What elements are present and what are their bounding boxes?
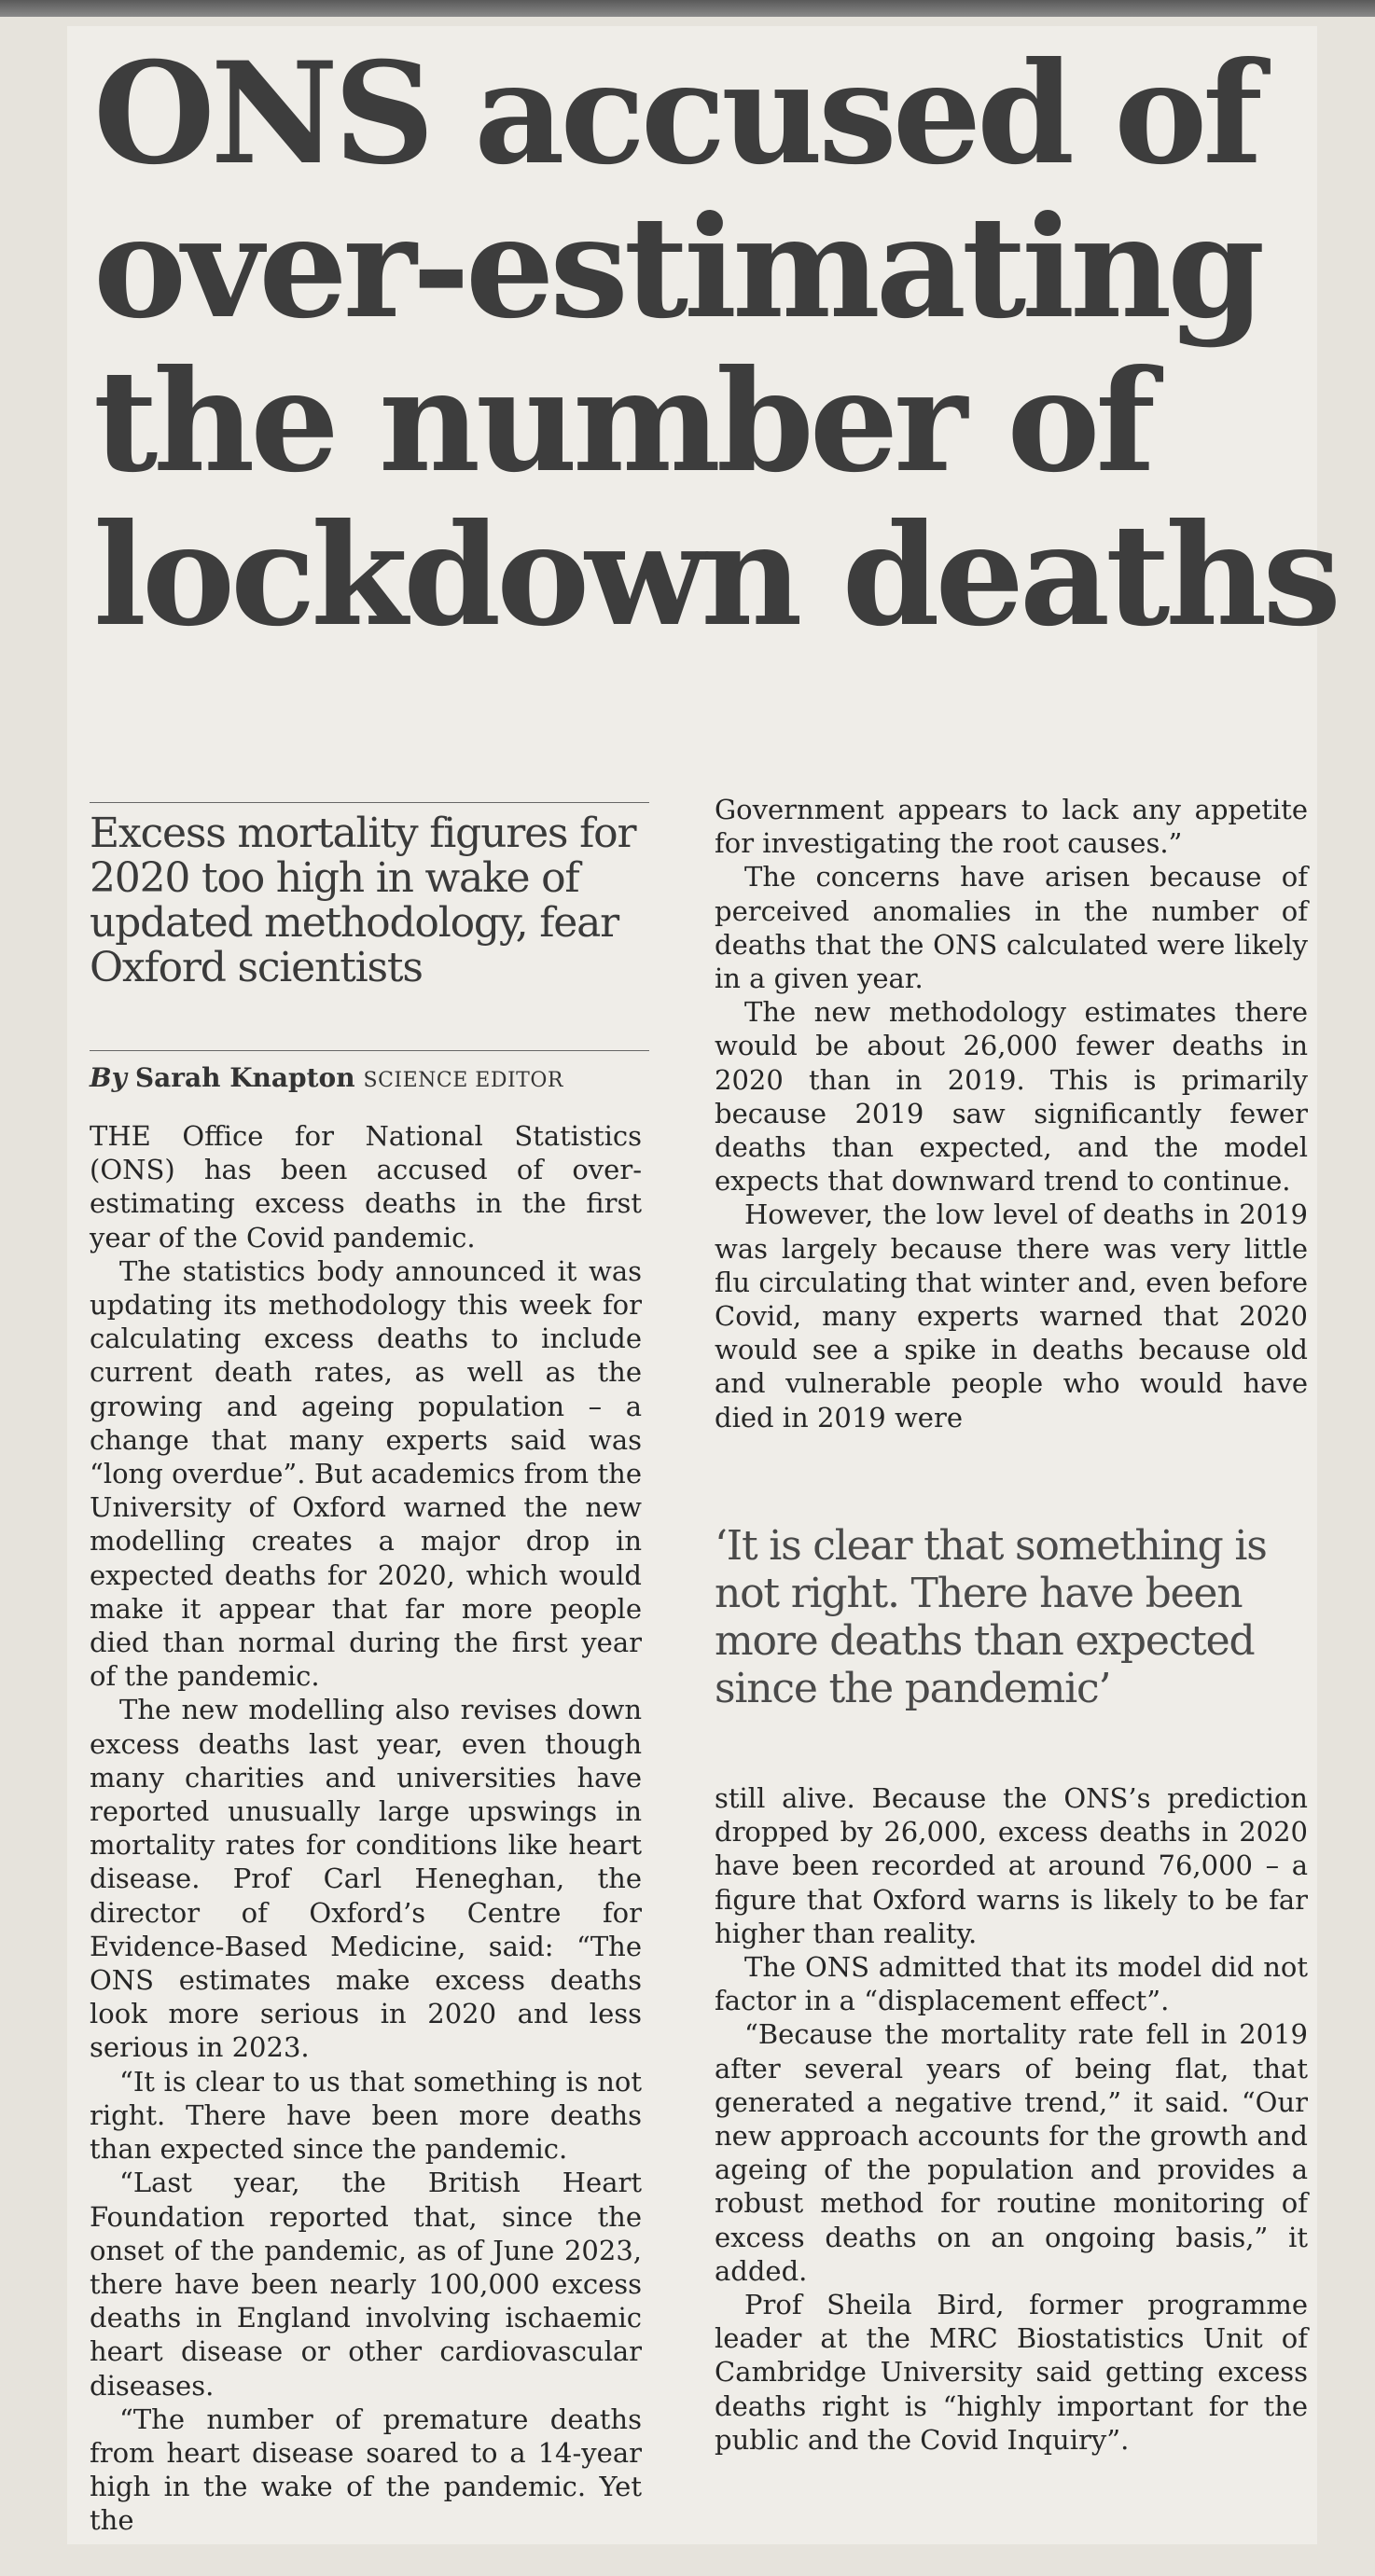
paragraph: THE Office for National Statistics (ONS) has been accused of over-estimating excess deaths in the first year of the Covid pandemic. [90,1120,642,1253]
paragraph: The new methodology estimates there would be about 26,000 fewer deaths in 2020 than in 2019. This is primarily because 2019 saw significantly fewer deaths than expected, and the model expects that downward trend to continue. [715,996,1308,1198]
standfirst: Excess mortality figures for 2020 too high in wake of updated methodology, fear Oxford scientists [90,810,636,991]
headline-line: over-estimating [93,186,1261,350]
paragraph: The statistics body announced it was updating its methodology this week for calculating excess deaths to include current death rates, as well as the growing and ageing population – a change that many experts said was “long overdue”. But academics from the University of Oxford warned the new modelling creates a major drop in expected deaths for 2020, which would make it appear that far more people died than normal during the first year of the pandemic. [90,1254,642,1693]
standfirst-top-rule [90,802,649,803]
paragraph: “Last year, the British Heart Foundation reported that, since the onset of the pandemic, as of June 2023, there have been nearly 100,000 excess deaths in England involving ischaemic heart disease or other cardiovascular diseases. [90,2167,642,2402]
paragraph: Prof Sheila Bird, former programme leader at the MRC Biostatistics Unit of Cambridge University said getting excess deaths right is “highly important for the public and the Covid Inquiry”. [715,2289,1308,2456]
headline-line: the number of [93,339,1151,504]
headline-line: ONS accused of [93,32,1258,196]
paragraph: Government appears to lack any appetite for investigating the root causes.” [715,794,1308,860]
byline-role: SCIENCE EDITOR [363,1069,563,1092]
byline-author: Sarah Knapton [134,1062,355,1093]
paragraph: However, the low level of deaths in 2019 was largely because there was very little flu circulating that winter and, even before Covid, many experts warned that 2020 would see a spike in deaths because old and vulnerable people who would have died in 2019 were [715,1198,1308,1433]
standfirst-bottom-rule [90,1050,649,1051]
page-top-edge [0,0,1375,17]
article-column-right-bottom [715,1781,1308,2457]
article-column-left [90,1119,642,2538]
headline [93,32,1337,658]
article-column-right-top [715,793,1308,1434]
byline-prefix: By [90,1062,127,1093]
paragraph: “Because the mortality rate fell in 2019 after several years of being flat, that generated a negative trend,” it said. “Our new approach accounts for the growth and ageing of the population and provides a robust method for routine monitoring of excess deaths on an ongoing basis,” it added. [715,2018,1308,2287]
headline-line: lockdown deaths [93,493,1337,658]
byline [90,1061,649,1098]
paragraph: “It is clear to us that something is not right. There have been more deaths than expected since the pandemic. [90,2065,642,2166]
paragraph: The ONS admitted that its model did not factor in a “displacement effect”. [715,1951,1308,2017]
paragraph: The concerns have arisen because of perceived anomalies in the number of deaths that the ONS calculated were likely in a given year. [715,861,1308,995]
paragraph: still alive. Because the ONS’s prediction dropped by 26,000, excess deaths in 2020 have been recorded at around 76,000 – a figure that Oxford warns is likely to be far higher than reality. [715,1782,1308,1949]
paragraph: The new modelling also revises down excess deaths last year, even though many charities and universities have reported unusually large upswings in mortality rates for conditions like heart disease. Prof Carl Heneghan, the director of Oxford’s Centre for Evidence-Based Medicine, said: “The ONS estimates make excess deaths look more serious in 2020 and less serious in 2023. [90,1694,642,2064]
paragraph: “The number of premature deaths from heart disease soared to a 14-year high in the wake of the pandemic. Yet the [90,2403,642,2537]
pull-quote: ‘It is clear that something is not right. There have been more deaths than expected since the pandemic’ [715,1522,1267,1712]
